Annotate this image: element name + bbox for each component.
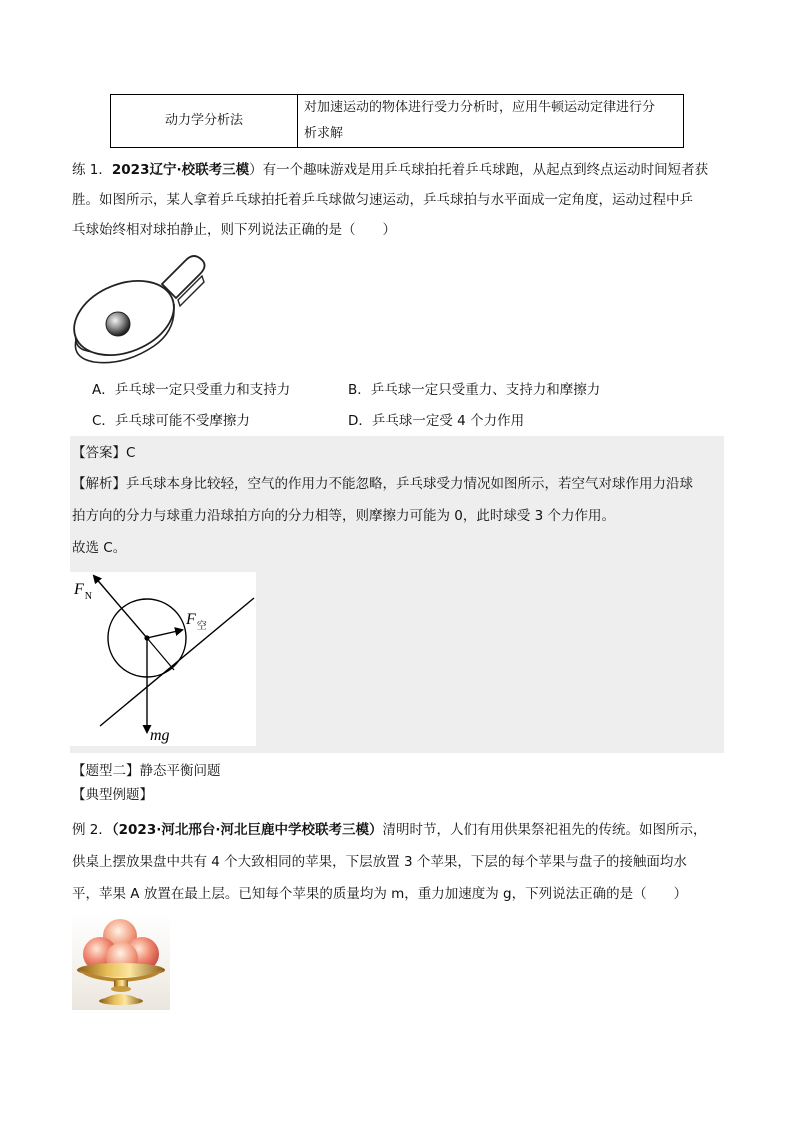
fair-label: $F_空$ [186,611,207,632]
option-b: B．乒乓球一定只受重力、支持力和摩擦力 [348,382,601,398]
option-c: C．乒乓球可能不受摩擦力 [92,413,250,429]
answer-label: 【答案】 [72,445,126,461]
option-a: A．乒乓球一定只受重力和支持力 [92,382,291,398]
answer-line [72,438,724,468]
fn-label: $F_N$ [74,581,93,602]
q1-stem-line3: 乓球始终相对球拍静止，则下列说法正确的是（ ） [72,222,396,238]
q2-stem-line3: 平，苹果 A 放置在最上层。已知每个苹果的质量均为 m，重力加速度为 g，下列说法正确的是（ ） [72,886,688,902]
method-desc-cell [298,95,684,148]
method-desc-line2: 析求解 [304,126,344,141]
method-desc-line1: 对加速运动的物体进行受力分析时，应用牛顿运动定律进行分 [304,100,656,115]
conclusion-line: 故选 C。 [72,540,127,556]
type-heading: 【题型二】静态平衡问题 [72,763,221,779]
answer-value: C [126,445,136,461]
q1-stem-line2: 胜。如图所示，某人拿着乒乓球拍托着乒乓球做匀速运动，乒乓球拍与水平面成一定角度，运动过程中乒 [72,192,693,208]
apple-plate-drawing [72,914,170,1010]
q1-prefix: 练 1． [72,162,112,178]
fair-arrow [147,630,182,638]
analysis-line1 [72,469,724,499]
mg-label: mg [150,727,170,744]
q1-stem-line1 [72,155,732,185]
analysis-text1: 乒乓球本身比较轻，空气的作用力不能忽略，乒乓球受力情况如图所示，若空气对球作用力沿球 [126,476,693,492]
method-table [110,94,684,148]
example-heading: 【典型例题】 [72,787,153,803]
method-name-cell: 动力学分析法 [111,95,298,148]
q1-line1-rest: ）有一个趣味游戏是用乒乓球拍托着乒乓球跑，从起点到终点运动时间短者获 [249,162,709,178]
q2-stem-line2: 供桌上摆放果盘中共有 4 个大致相同的苹果，下层放置 3 个苹果，下层的每个苹果与盘子的接触面均水 [72,854,687,870]
q2-source: （2023·河北邢台·河北巨鹿中学校联考三模） [111,822,383,838]
q1-source: 2023辽宁·校联考三模 [111,162,250,178]
analysis-line2: 拍方向的分力与球重力沿球拍方向的分力相等，则摩擦力可能为 0，此时球受 3 个力作用。 [72,508,616,524]
q2-line1-rest: 清明时节，人们有用供果祭祀祖先的传统。如图所示， [382,822,707,838]
force-diagram [70,572,256,746]
apple-plate-photo [72,914,170,1010]
fn-arrow [94,576,147,638]
analysis-label: 【解析】 [72,476,126,492]
contact-line [147,638,174,670]
option-d: D．乒乓球一定受 4 个力作用 [348,413,525,429]
paddle-figure [70,254,210,370]
q2-stem-line1 [72,815,732,845]
q2-prefix: 例 2． [72,822,112,838]
